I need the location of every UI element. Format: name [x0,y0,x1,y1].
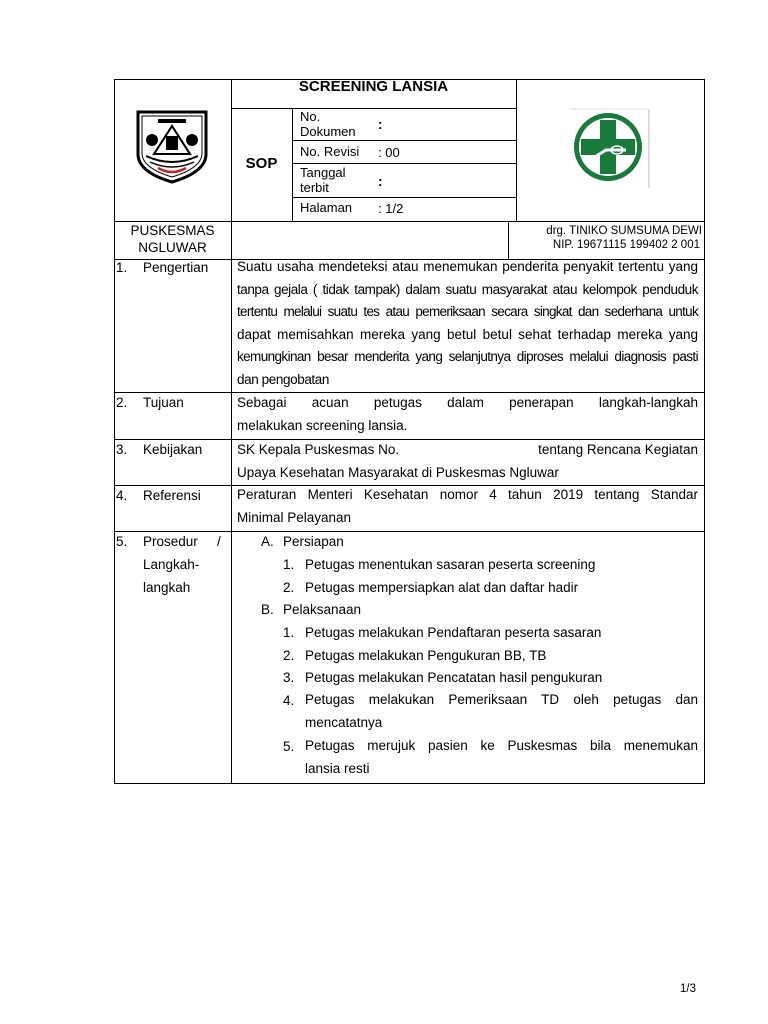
group-a-title: Persiapan [283,534,344,549]
field-dokumen-value: : [378,117,383,132]
group-b-title: Pelaksanaan [283,602,362,617]
section-number: 5. [116,534,128,549]
signer-nip: NIP. 19671115 199402 2 001 [552,239,700,251]
section-label: Kebijakan [143,442,203,457]
list-item-number: 1. [283,625,295,640]
sop-label: SOP [245,155,278,172]
list-item: Petugas menentukan sasaran peserta screening [305,557,596,572]
list-item-number: 3. [283,670,295,685]
section-body-kebijakan-right: tentang Rencana Kegiatan [538,442,698,457]
field-tanggal-value: : [378,174,383,189]
section-body-referensi: Peraturan Menteri Kesehatan nomor 4 tahun 2019 tentang Standar Minimal Pelayanan [237,487,698,525]
field-tanggal-label: Tanggal terbit [300,165,346,195]
regency-seal-icon [136,110,208,184]
list-item: Petugas mempersiapkan alat dan daftar hadir [305,580,579,595]
list-item: Petugas melakukan Pendaftaran peserta sasaran [305,625,602,640]
list-item-number: 2. [283,580,295,595]
section-label: Prosedur [143,534,198,549]
section-number: 2. [116,395,128,410]
page-number: 1/3 [680,983,696,995]
list-item-number: 1. [283,557,295,572]
section-number: 1. [116,260,128,275]
list-item: Petugas melakukan Pemeriksaan TD oleh petugas dan mencatatnya [305,692,698,730]
field-revisi-value: : 00 [378,145,400,160]
list-item: Petugas merujuk pasien ke Puskesmas bila menemukan lansia resti [305,738,698,776]
field-dokumen-label: No. Dokumen [300,109,356,139]
list-item: Petugas melakukan Pencatatan hasil pengukuran [305,670,603,685]
list-item: Petugas melakukan Pengukuran BB, TB [305,648,547,663]
section-label: Tujuan [143,395,184,410]
section-label: Langkah- [143,557,200,572]
section-label: langkah [143,580,191,595]
section-number: 4. [116,488,128,503]
puskesmas-logo-icon [570,108,650,188]
section-body-kebijakan-left: SK Kepala Puskesmas No. [237,442,400,457]
field-halaman-value: : 1/2 [378,201,404,216]
org-name: PUSKESMAS NGLUWAR [130,223,215,255]
list-item-number: 5. [283,739,295,754]
section-label: Pengertian [143,260,209,275]
field-revisi-label: No. Revisi [300,144,360,159]
signer-name: drg. TINIKO SUMSUMA DEWI [546,225,702,237]
section-label-slash: / [217,534,221,549]
list-item-number: 2. [283,648,295,663]
section-body-kebijakan-line2: Upaya Kesehatan Masyarakat di Puskesmas Ngluwar [237,465,559,480]
list-item-number: 4. [283,693,295,708]
section-body-pengertian: Suatu usaha mendeteksi atau menemukan penderita penyakit tertentu yang tanpa gejala ( tidak tampak) dalam suatu masyarakat atau kelompok penduduk tertentu melalui suatu tes atau pemeriksaan secara singkat dan sederhana untuk dapat memisahkan mereka yang betul betul sehat terhadap mereka yang kemungkinan besar menderita yang selanjutnya diproses melalui diagnosis pasti dan pengobatan [237,259,698,387]
group-a-marker: A. [261,534,274,549]
document-title: SCREENING LANSIA [298,78,449,95]
section-body-tujuan: Sebagai acuan petugas dalam penerapan langkah-langkah melakukan screening lansia. [237,395,698,433]
field-halaman-label: Halaman [300,200,353,215]
section-number: 3. [116,442,128,457]
section-label: Referensi [143,488,201,503]
group-b-marker: B. [261,602,274,617]
